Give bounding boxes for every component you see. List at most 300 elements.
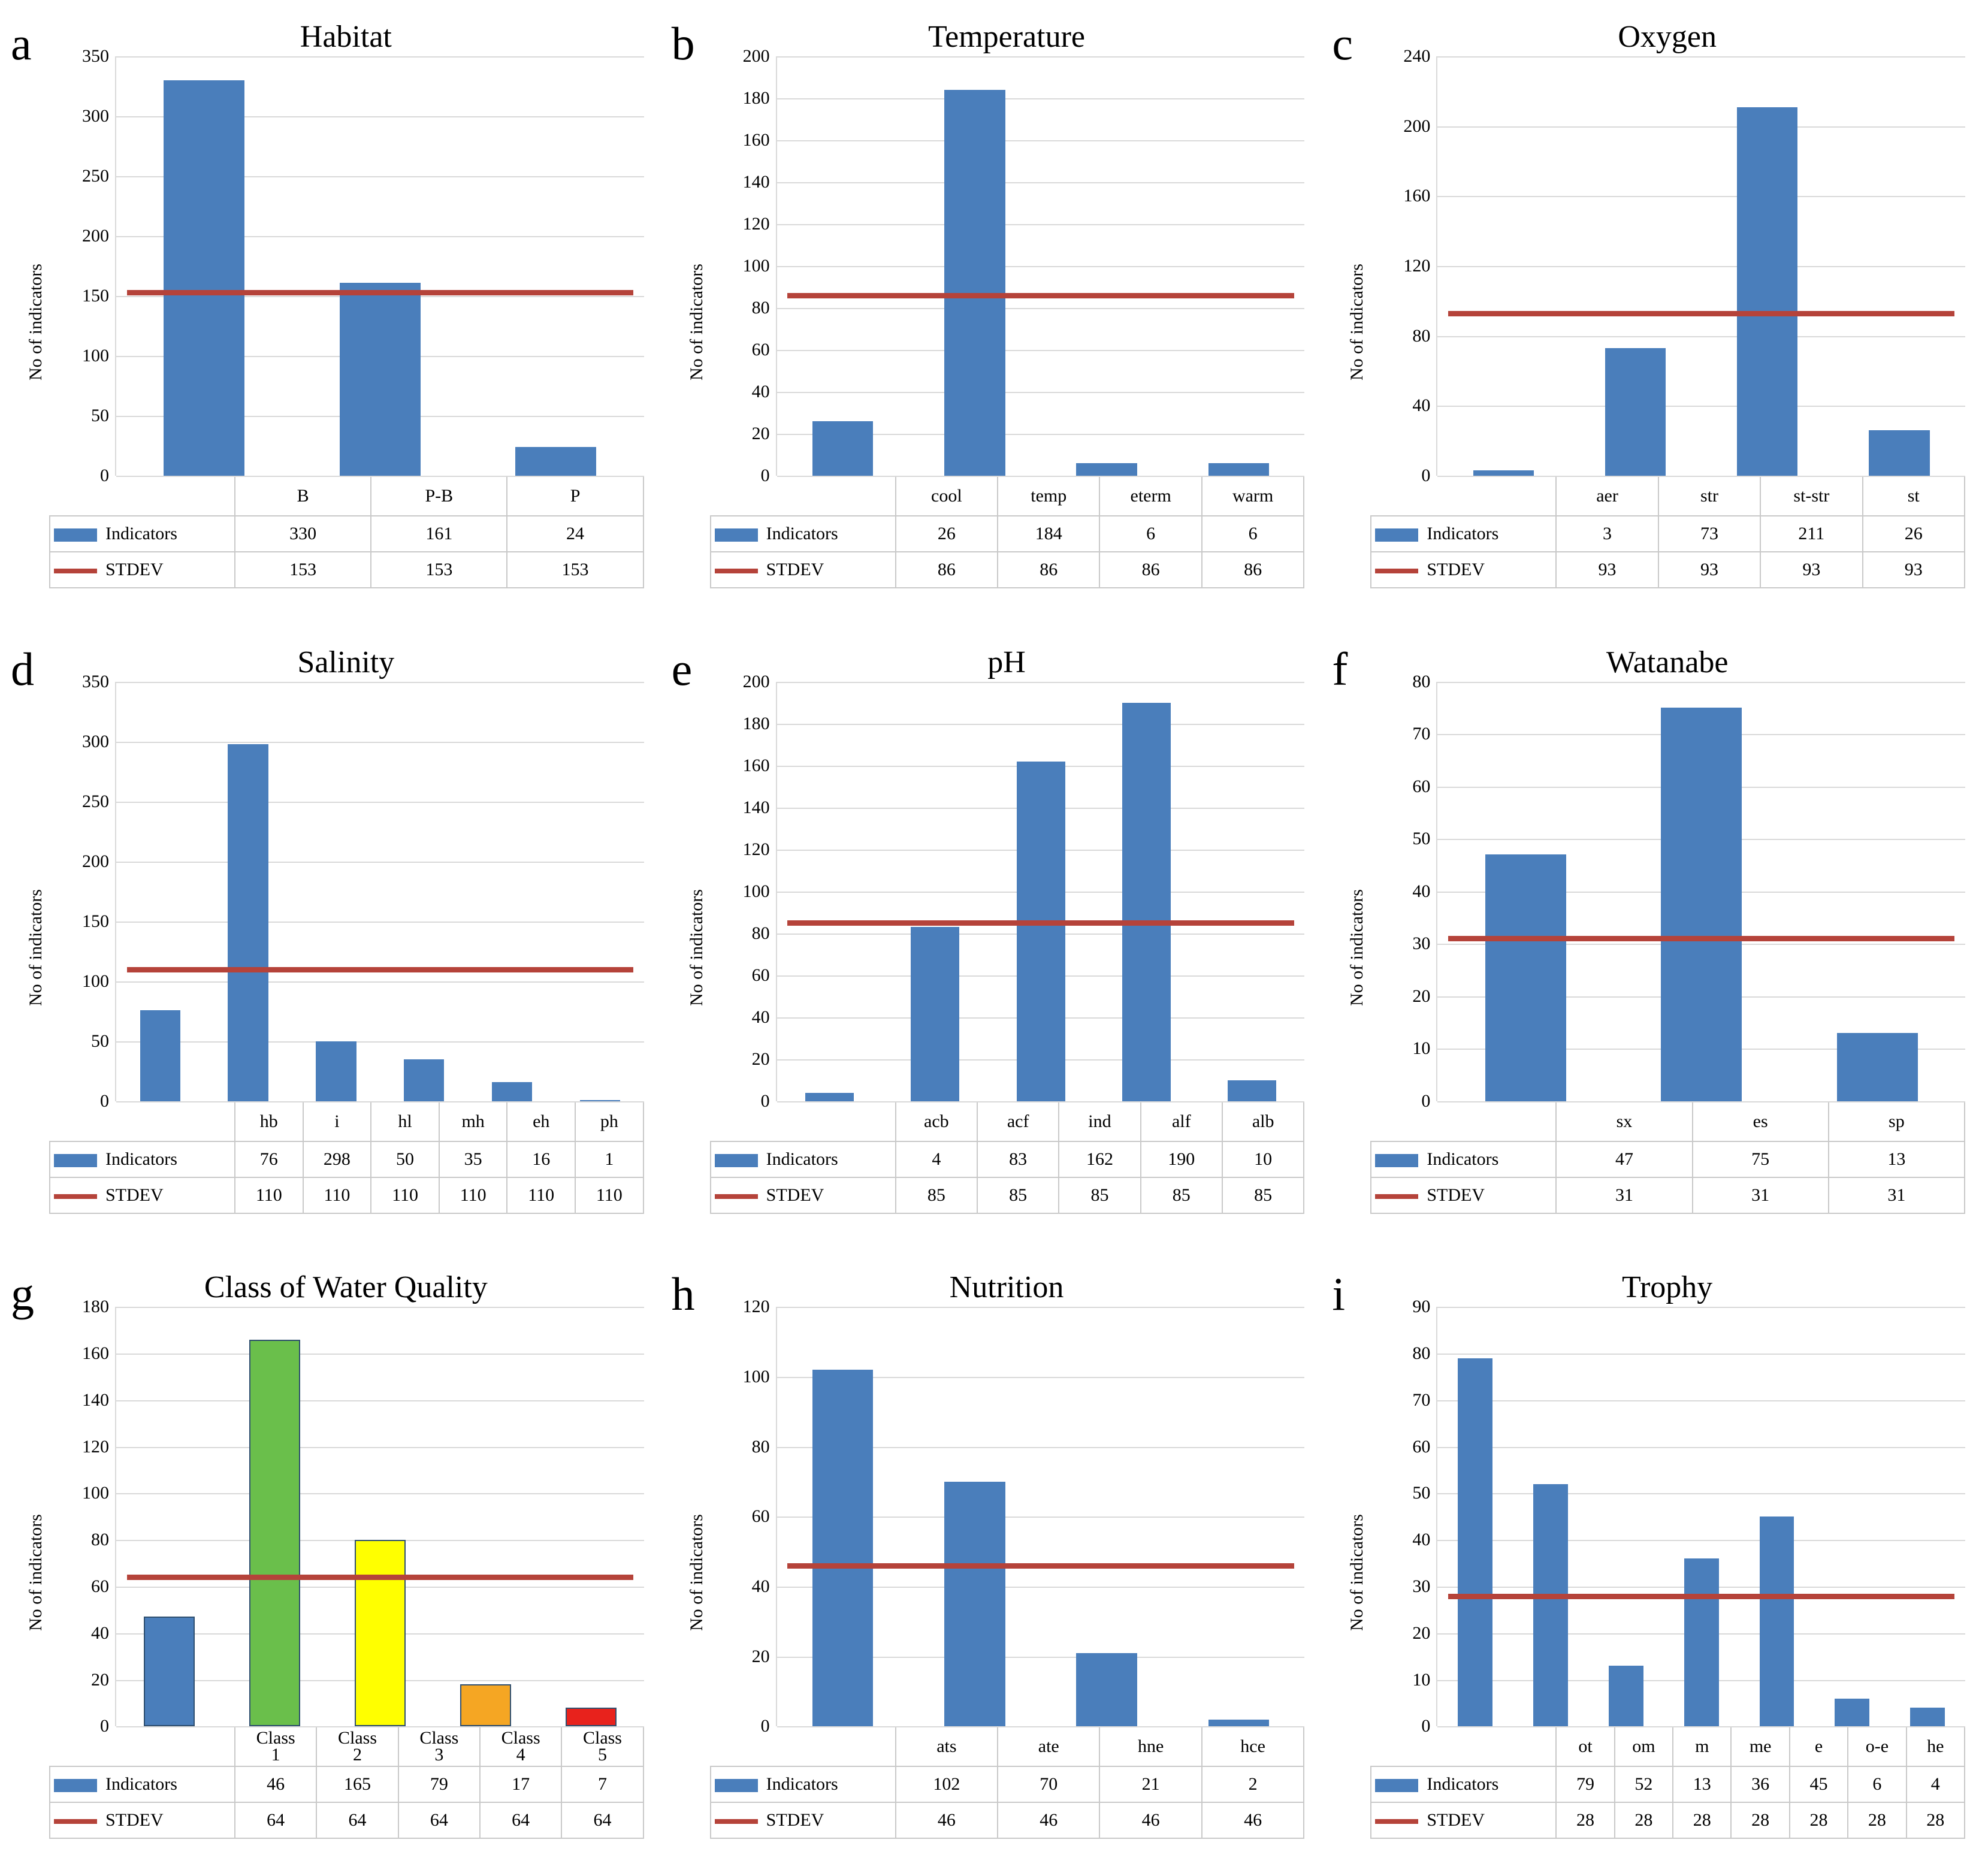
stdev-line (1448, 311, 1954, 316)
stdev-value: 93 (1863, 552, 1965, 588)
bar (1208, 1720, 1269, 1727)
y-tick: 0 (1421, 1716, 1431, 1736)
y-tick: 80 (751, 298, 770, 318)
y-tick: 80 (1412, 325, 1431, 346)
bar (944, 1482, 1005, 1726)
plot-wrapper (1344, 46, 1965, 588)
indicator-value: 7 (561, 1766, 643, 1802)
category-cell: temp (998, 476, 1099, 516)
legend-stdev (711, 1802, 896, 1838)
stdev-row (711, 1177, 1304, 1213)
legend-stdev (50, 552, 235, 588)
bar (1609, 1666, 1643, 1726)
indicator-value: 45 (1790, 1766, 1848, 1802)
bar (1684, 1558, 1719, 1726)
stdev-legend-label: STDEV (1427, 1185, 1485, 1205)
legend-indicators (50, 1766, 235, 1802)
bar-cell (556, 682, 644, 1101)
chart-title: pH (987, 645, 1026, 679)
category-cell: aer (1556, 476, 1658, 516)
y-tick: 0 (100, 466, 109, 485)
legend-stdev (711, 552, 896, 588)
stdev-line (787, 920, 1294, 926)
y-tick: 60 (751, 340, 770, 360)
legend-label-spacer (1371, 1102, 1556, 1141)
plot-column (1370, 671, 1965, 1214)
indicator-value: 83 (977, 1141, 1059, 1177)
indicator-value: 24 (507, 516, 643, 552)
plot-wrapper (1344, 1297, 1965, 1839)
bar-cell (1588, 1307, 1664, 1726)
chart-panel-temperature (661, 0, 1322, 626)
y-tick: 60 (751, 965, 770, 985)
category-cell: acb (896, 1102, 977, 1141)
category-row (50, 476, 643, 516)
panel-letter: g (11, 1268, 34, 1321)
y-tick: 0 (760, 466, 770, 485)
stdev-value: 153 (371, 552, 507, 588)
y-tick: 40 (1412, 881, 1431, 901)
bar-cell (883, 682, 988, 1101)
bar-cell (116, 56, 292, 476)
y-tick: 20 (751, 424, 770, 443)
y-tick: 180 (742, 713, 770, 733)
category-cell: sx (1556, 1102, 1692, 1141)
bar-cell (1437, 56, 1569, 476)
y-tick: 120 (742, 214, 770, 234)
category-cell: Class 1 (235, 1727, 316, 1766)
bar-swatch-icon (54, 1154, 97, 1167)
y-tick: 10 (1412, 1669, 1431, 1690)
bars-container (777, 1307, 1305, 1726)
y-tick: 10 (1412, 1038, 1431, 1059)
line-swatch-icon (54, 1194, 97, 1199)
indicators-legend-label: Indicators (1427, 524, 1499, 543)
bar-cell (909, 56, 1041, 476)
bar (1473, 470, 1534, 476)
plot-row (49, 46, 644, 485)
chart-panel-nutrition (661, 1250, 1322, 1876)
bar (812, 1370, 873, 1726)
chart-title: Trophy (1622, 1270, 1713, 1305)
panel-letter: d (11, 642, 34, 695)
y-tick-labels (49, 671, 115, 1111)
legend-table (1370, 1726, 1965, 1839)
stdev-legend-label: STDEV (766, 560, 824, 579)
legend-indicators (50, 1141, 235, 1177)
stdev-row (50, 1177, 643, 1213)
category-cell: P (507, 476, 643, 516)
bar (1017, 762, 1065, 1101)
indicator-value: 79 (398, 1766, 480, 1802)
bar (805, 1093, 854, 1101)
plot-wrapper (23, 1297, 644, 1839)
stdev-value: 28 (1673, 1802, 1731, 1838)
indicator-value: 162 (1059, 1141, 1140, 1177)
y-tick-labels (710, 1297, 776, 1736)
y-tick: 140 (82, 1389, 109, 1410)
category-cell: Class 5 (561, 1727, 643, 1766)
y-tick: 180 (742, 88, 770, 108)
legend-label-spacer (1371, 1727, 1556, 1766)
stdev-line (127, 1575, 633, 1580)
indicator-value: 16 (507, 1141, 575, 1177)
category-cell: m (1673, 1727, 1731, 1766)
plot-wrapper (684, 46, 1305, 588)
bar (580, 1100, 621, 1101)
y-tick: 100 (742, 881, 770, 901)
bar (140, 1010, 181, 1101)
legend-label-spacer (711, 476, 896, 516)
bar-cell (1890, 1307, 1965, 1726)
bar-cell (327, 1307, 433, 1726)
legend-stdev (50, 1802, 235, 1838)
stdev-row (50, 552, 643, 588)
bars-container (1437, 1307, 1965, 1726)
indicator-value: 73 (1658, 516, 1760, 552)
chart-title: Watanabe (1606, 645, 1729, 679)
indicator-value: 190 (1141, 1141, 1222, 1177)
y-tick: 90 (1412, 1297, 1431, 1317)
bar-cell (988, 682, 1093, 1101)
y-axis-label: No of indicators (1347, 264, 1367, 381)
plot-row (49, 671, 644, 1111)
bar-cell (1041, 56, 1173, 476)
y-tick: 20 (91, 1669, 109, 1690)
bar-cell (777, 1307, 909, 1726)
y-tick: 60 (1412, 776, 1431, 796)
line-swatch-icon (54, 569, 97, 573)
chart-panel-watanabe (1321, 626, 1982, 1251)
stdev-legend-label: STDEV (766, 1185, 824, 1205)
stdev-value: 93 (1658, 552, 1760, 588)
line-swatch-icon (1375, 1194, 1418, 1199)
y-tick: 50 (1412, 1483, 1431, 1503)
indicators-legend-label: Indicators (105, 1149, 177, 1169)
plot-area (1436, 56, 1965, 476)
bar-swatch-icon (54, 1779, 97, 1792)
indicator-value: 161 (371, 516, 507, 552)
indicator-value: 13 (1829, 1141, 1965, 1177)
gridline (1437, 1101, 1965, 1102)
indicator-value: 4 (896, 1141, 977, 1177)
plot-column (710, 1297, 1305, 1839)
plot-column (1370, 1297, 1965, 1839)
chart-title: Habitat (300, 20, 392, 54)
y-tick: 40 (751, 382, 770, 401)
bars-container (116, 1307, 644, 1726)
indicator-value: 6 (1099, 516, 1201, 552)
indicators-row (50, 1766, 643, 1802)
y-tick: 100 (742, 1366, 770, 1386)
stdev-row (711, 1802, 1304, 1838)
legend-label-spacer (711, 1727, 896, 1766)
line-swatch-icon (54, 1819, 97, 1824)
category-cell: hb (235, 1102, 303, 1141)
bars-container (1437, 682, 1965, 1101)
stdev-row (50, 1802, 643, 1838)
panel-letter: f (1332, 642, 1348, 695)
stdev-legend-label: STDEV (1427, 1810, 1485, 1830)
stdev-value: 64 (235, 1802, 316, 1838)
y-tick: 100 (82, 346, 109, 365)
plot-area (776, 682, 1305, 1101)
stdev-line (127, 290, 633, 295)
panel-letter: b (671, 17, 695, 70)
bar (1076, 1653, 1137, 1727)
bar-cell (1570, 56, 1702, 476)
indicator-value: 76 (235, 1141, 303, 1177)
y-tick: 50 (91, 1031, 109, 1051)
indicator-value: 4 (1907, 1766, 1965, 1802)
stdev-value: 31 (1829, 1177, 1965, 1213)
chart-title: Salinity (297, 645, 395, 679)
stdev-value: 28 (1848, 1802, 1906, 1838)
stdev-value: 46 (998, 1802, 1099, 1838)
y-tick: 120 (82, 1436, 109, 1457)
bar (1533, 1484, 1568, 1726)
legend-indicators (711, 1141, 896, 1177)
legend-stdev (50, 1177, 235, 1213)
stdev-value: 28 (1556, 1802, 1614, 1838)
bar-cell (433, 1307, 538, 1726)
legend-label-spacer (711, 1102, 896, 1141)
y-tick: 80 (1412, 671, 1431, 691)
bar (355, 1540, 406, 1726)
y-tick: 120 (742, 1297, 770, 1317)
indicator-value: 26 (896, 516, 998, 552)
bar (911, 927, 959, 1101)
stdev-value: 93 (1760, 552, 1862, 588)
bar-cell (292, 682, 380, 1101)
stdev-row (1371, 1177, 1965, 1213)
indicator-value: 50 (371, 1141, 439, 1177)
plot-wrapper (684, 1297, 1305, 1839)
indicators-legend-label: Indicators (105, 1774, 177, 1795)
indicator-value: 13 (1673, 1766, 1731, 1802)
indicator-value: 75 (1693, 1141, 1829, 1177)
y-tick: 160 (82, 1343, 109, 1364)
legend-stdev (1371, 552, 1556, 588)
gridline (116, 1726, 644, 1727)
category-cell: eterm (1099, 476, 1201, 516)
y-axis-label: No of indicators (26, 1514, 46, 1632)
indicators-row (50, 516, 643, 552)
indicator-value: 6 (1202, 516, 1304, 552)
category-cell: hce (1202, 1727, 1304, 1766)
indicator-value: 1 (575, 1141, 643, 1177)
bar (1076, 463, 1137, 476)
gridline (1437, 1726, 1965, 1727)
y-tick: 0 (760, 1090, 770, 1111)
y-tick-labels (710, 46, 776, 485)
category-cell: sp (1829, 1102, 1965, 1141)
gridline (116, 1101, 644, 1102)
legend-indicators (711, 516, 896, 552)
y-tick: 60 (1412, 1436, 1431, 1457)
y-tick: 100 (742, 256, 770, 276)
stdev-value: 28 (1907, 1802, 1965, 1838)
category-cell: B (235, 476, 371, 516)
y-tick: 50 (91, 406, 109, 425)
y-tick: 80 (1412, 1343, 1431, 1364)
bar-cell (1041, 1307, 1173, 1726)
category-cell: om (1615, 1727, 1673, 1766)
category-cell: st (1863, 476, 1965, 516)
stdev-line (787, 293, 1294, 298)
bars-container (1437, 56, 1965, 476)
category-cell: Class 2 (316, 1727, 398, 1766)
stdev-value: 64 (480, 1802, 561, 1838)
plot-area (776, 1307, 1305, 1726)
plot-wrapper (23, 671, 644, 1214)
y-tick: 100 (82, 1483, 109, 1503)
plot-area (776, 56, 1305, 476)
y-tick: 250 (82, 791, 109, 811)
stdev-value: 28 (1790, 1802, 1848, 1838)
bar-cell (1199, 682, 1304, 1101)
indicator-value: 35 (439, 1141, 507, 1177)
y-tick: 160 (742, 130, 770, 150)
indicator-value: 52 (1615, 1766, 1673, 1802)
indicators-row (50, 1141, 643, 1177)
chart-title: Class of Water Quality (204, 1270, 488, 1305)
bar-cell (1437, 1307, 1513, 1726)
legend-table (710, 1726, 1305, 1839)
bar-cell (1739, 1307, 1815, 1726)
y-tick: 20 (751, 1646, 770, 1666)
y-tick: 160 (742, 755, 770, 775)
y-tick: 80 (91, 1530, 109, 1550)
bar (404, 1059, 445, 1101)
category-cell: ind (1059, 1102, 1140, 1141)
plot-column (1370, 46, 1965, 588)
category-cell: i (303, 1102, 371, 1141)
category-row (711, 476, 1304, 516)
chart-panel-habitat (0, 0, 661, 626)
stdev-value: 64 (316, 1802, 398, 1838)
y-tick: 250 (82, 166, 109, 186)
legend-label-spacer (50, 1102, 235, 1141)
plot-row (49, 1297, 644, 1736)
chart-title: Temperature (928, 20, 1085, 54)
y-tick: 80 (751, 923, 770, 943)
y-axis-label: No of indicators (686, 264, 706, 381)
bar (460, 1684, 511, 1726)
panel-letter: c (1332, 17, 1353, 70)
indicator-value: 47 (1556, 1141, 1692, 1177)
panel-letter: h (671, 1268, 695, 1321)
chart-title: Oxygen (1618, 20, 1717, 54)
panel-letter: e (671, 642, 693, 695)
y-tick: 180 (82, 1297, 109, 1317)
y-tick: 200 (1403, 116, 1431, 136)
category-cell: hne (1099, 1727, 1201, 1766)
indicator-value: 184 (998, 516, 1099, 552)
bar (1835, 1699, 1869, 1727)
stdev-value: 110 (575, 1177, 643, 1213)
stdev-legend-label: STDEV (105, 560, 164, 579)
bar (228, 744, 268, 1101)
indicators-row (1371, 1766, 1965, 1802)
y-tick: 350 (82, 671, 109, 691)
bar-cell (222, 1307, 327, 1726)
category-cell: me (1731, 1727, 1789, 1766)
y-tick-labels (49, 1297, 115, 1736)
indicator-value: 26 (1863, 516, 1965, 552)
plot-column (49, 671, 644, 1214)
legend-indicators (50, 516, 235, 552)
y-tick: 120 (1403, 256, 1431, 276)
stdev-line (1448, 936, 1954, 941)
indicators-row (1371, 1141, 1965, 1177)
bar-cell (777, 56, 909, 476)
category-row (711, 1727, 1304, 1766)
y-tick: 70 (1412, 1389, 1431, 1410)
y-tick: 40 (91, 1623, 109, 1643)
bar-swatch-icon (715, 1779, 758, 1792)
indicator-value: 21 (1099, 1766, 1201, 1802)
y-tick: 60 (751, 1506, 770, 1527)
bar (1605, 348, 1666, 476)
y-tick: 150 (82, 286, 109, 306)
plot-row (710, 671, 1305, 1111)
bar-cell (116, 1307, 222, 1726)
y-axis-label: No of indicators (686, 889, 706, 1007)
category-cell: ats (896, 1727, 998, 1766)
bar-cell (1814, 1307, 1890, 1726)
category-cell: acf (977, 1102, 1059, 1141)
category-cell: P-B (371, 476, 507, 516)
bar (144, 1617, 195, 1726)
y-tick: 120 (742, 839, 770, 859)
category-cell: warm (1202, 476, 1304, 516)
category-cell: he (1907, 1727, 1965, 1766)
stdev-value: 64 (561, 1802, 643, 1838)
indicator-value: 102 (896, 1766, 998, 1802)
panel-letter: i (1332, 1268, 1345, 1321)
stdev-value: 86 (1202, 552, 1304, 588)
category-cell: cool (896, 476, 998, 516)
stdev-value: 85 (977, 1177, 1059, 1213)
y-tick: 100 (82, 971, 109, 991)
bar (1485, 854, 1566, 1101)
indicators-legend-label: Indicators (105, 524, 177, 543)
indicators-legend-label: Indicators (1427, 1149, 1499, 1169)
bar (1760, 1516, 1794, 1726)
bar (340, 283, 421, 476)
category-row (1371, 1102, 1965, 1141)
bars-container (777, 56, 1305, 476)
bar-swatch-icon (54, 528, 97, 542)
legend-indicators (1371, 1766, 1556, 1802)
y-tick: 20 (751, 1049, 770, 1069)
stdev-legend-label: STDEV (1427, 560, 1485, 579)
legend-table (710, 476, 1305, 588)
stdev-value: 86 (998, 552, 1099, 588)
plot-row (1370, 1297, 1965, 1736)
chart-title: Nutrition (949, 1270, 1064, 1305)
plot-wrapper (684, 671, 1305, 1214)
y-tick: 0 (760, 1716, 770, 1736)
legend-table (49, 1101, 644, 1214)
bars-container (116, 56, 644, 476)
chart-panel-oxygen (1321, 0, 1982, 626)
category-cell: o-e (1848, 1727, 1906, 1766)
bar-cell (1513, 1307, 1588, 1726)
y-axis-label: No of indicators (1347, 1514, 1367, 1632)
stdev-value: 28 (1731, 1802, 1789, 1838)
